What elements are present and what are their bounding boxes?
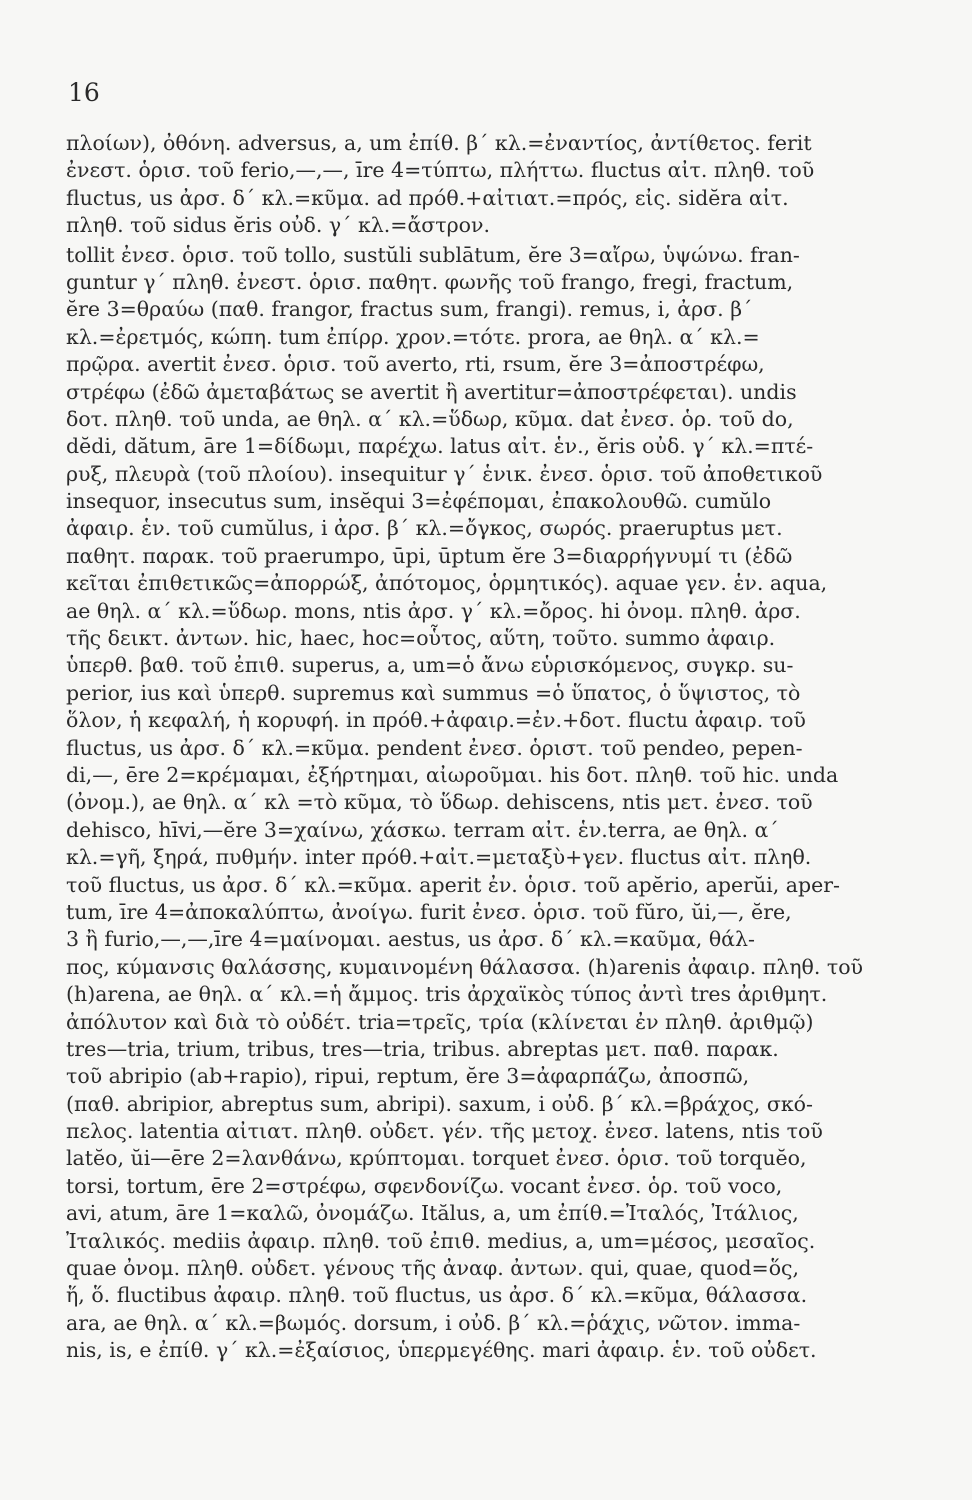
text-line: perior, ius καὶ ὑπερθ. supremus καὶ summus =ὁ ὕπατος, ὁ ὕψιστος, τὸ — [66, 680, 801, 705]
text-line: κεῖται ἐπιθετικῶς=ἀπορρώξ, ἀπότομος, ὁρμητικός). aquae γεν. ἑν. aqua, — [66, 571, 828, 596]
text-line: τῆς δεικτ. ἀντων. hic, haec, hoc=οὗτος, αὕτη, τοῦτο. summo ἀφαιρ. — [66, 626, 776, 651]
paragraph-2 — [66, 242, 966, 1365]
paragraph-1 — [66, 130, 966, 240]
text-line: tres—tria, trium, tribus, tres—tria, tribus. abreptas μετ. παθ. παρακ. — [66, 1036, 779, 1061]
text-line: ĕre 3=θραύω (παθ. frangor, fractus sum, frangi). remus, i, ἀρσ. β΄ — [66, 297, 753, 322]
text-line: πρῷρα. avertit ἐνεσ. ὁρισ. τοῦ averto, rti, rsum, ĕre 3=ἀποστρέφω, — [66, 352, 765, 377]
text-line: πελος. latentia αἰτιατ. πληθ. οὐδετ. γέν. τῆς μετοχ. ἐνεσ. latens, ntis τοῦ — [66, 1119, 823, 1144]
text-line: dehisco, hīvi,—ĕre 3=χαίνω, χάσκω. terram αἰτ. ἑν.terra, ae θηλ. α΄ — [66, 817, 779, 842]
text-line: latĕo, ŭi—ēre 2=λανθάνω, κρύπτομαι. torquet ἐνεσ. ὁρισ. τοῦ torquĕo, — [66, 1146, 807, 1171]
text-line: ara, ae θηλ. α΄ κλ.=βωμός. dorsum, i οὐδ. β΄ κλ.=ῥάχις, νῶτον. imma- — [66, 1310, 801, 1335]
text-line: ἥ, ὅ. fluctibus ἀφαιρ. πληθ. τοῦ fluctus, us ἀρσ. δ΄ κλ.=κῦμα, θάλασσα. — [66, 1283, 808, 1308]
text-line: τοῦ fluctus, us ἀρσ. δ΄ κλ.=κῦμα. aperit ἐν. ὁρισ. τοῦ apĕrio, aperŭi, aper- — [66, 872, 840, 897]
text-line: quae ὀνομ. πληθ. οὐδετ. γένους τῆς ἀναφ. ἀντων. qui, quae, quod=ὅς, — [66, 1256, 800, 1281]
text-line: δοτ. πληθ. τοῦ unda, ae θηλ. α΄ κλ.=ὕδωρ, κῦμα. dat ἐνεσ. ὁρ. τοῦ do, — [66, 406, 794, 431]
text-line: avi, atum, āre 1=καλῶ, ὀνομάζω. Itălus, a, um ἐπίθ.=Ἰταλός, Ἰτάλιος, — [66, 1201, 799, 1226]
text-line: torsi, tortum, ēre 2=στρέφω, σφενδονίζω. vocant ἐνεσ. ὁρ. τοῦ voco, — [66, 1173, 783, 1198]
text-line: (h)arena, ae θηλ. α΄ κλ.=ἡ ἄμμος. tris ἀρχαϊκὸς τύπος ἀντὶ tres ἀριθμητ. — [66, 982, 828, 1007]
text-line: κλ.=ἐρετμός, κώπη. tum ἐπίρρ. χρον.=τότε. prora, ae θηλ. α΄ κλ.= — [66, 324, 760, 349]
text-line: πος, κύμανσις θαλάσσης, κυμαινομένη θάλασσα. (h)arenis ἀφαιρ. πληθ. τοῦ — [66, 954, 864, 979]
text-line: fluctus, us ἀρσ. δ΄ κλ.=κῦμα. pendent ἐνεσ. ὁριστ. τοῦ pendeo, pepen- — [66, 735, 803, 760]
text-line: tollit ἐνεσ. ὁρισ. τοῦ tollo, sustŭli sublātum, ĕre 3=αἴρω, ὑψώνω. fran- — [66, 242, 800, 267]
text-line: fluctus, us ἀρσ. δ΄ κλ.=κῦμα. ad πρόθ.+αἰτιατ.=πρός, εἰς. sidĕra αἰτ. — [66, 185, 789, 210]
text-line: insequor, insecutus sum, insĕqui 3=ἐφέπομαι, ἐπακολουθῶ. cumŭlo — [66, 489, 772, 514]
page-number: 16 — [68, 78, 100, 107]
text-line: ρυξ, πλευρὰ (τοῦ πλοίου). insequitur γ΄ ἑνικ. ἐνεσ. ὁρισ. τοῦ ἀποθετικοῦ — [66, 461, 823, 486]
text-line: di,—, ēre 2=κρέμαμαι, ἐξήρτημαι, αἰωροῦμαι. his δοτ. πληθ. τοῦ hic. unda — [66, 762, 839, 787]
text-line: ἀφαιρ. ἑν. τοῦ cumŭlus, i ἀρσ. β΄ κλ.=ὄγκος, σωρός. praeruptus μετ. — [66, 516, 783, 541]
text-line: παθητ. παρακ. τοῦ praerumpo, ūpi, ūptum ĕre 3=διαρρήγνυμί τι (ἐδῶ — [66, 543, 793, 568]
text-line: ὅλον, ἡ κεφαλή, ἡ κορυφή. in πρόθ.+ἀφαιρ.=ἐν.+δοτ. fluctu ἀφαιρ. τοῦ — [66, 708, 806, 733]
text-line: Ἰταλικός. mediis ἀφαιρ. πληθ. τοῦ ἐπιθ. medius, a, um=μέσος, μεσαῖος. — [66, 1228, 816, 1253]
text-line: ἐνεστ. ὁρισ. τοῦ ferio,—,—, īre 4=τύπτω, πλήττω. fluctus αἰτ. πληθ. τοῦ — [66, 158, 815, 183]
text-line: guntur γ΄ πληθ. ἐνεστ. ὁρισ. παθητ. φωνῆς τοῦ frango, fregi, fractum, — [66, 269, 794, 294]
text-line: ae θηλ. α΄ κλ.=ὕδωρ. mons, ntis ἀρσ. γ΄ κλ.=ὄρος. hi ὀνομ. πληθ. ἀρσ. — [66, 598, 801, 623]
text-line: τοῦ abripio (ab+rapio), ripui, reptum, ĕre 3=ἀφαρπάζω, ἀποσπῶ, — [66, 1064, 750, 1089]
text-line: 3 ἢ furio,—,—,īre 4=μαίνομαι. aestus, us ἀρσ. δ΄ κλ.=καῦμα, θάλ- — [66, 927, 755, 952]
page-text — [66, 130, 966, 1365]
text-line: ὑπερθ. βαθ. τοῦ ἐπιθ. superus, a, um=ὁ ἄνω εὑρισκόμενος, συγκρ. su- — [66, 653, 794, 678]
text-line: nis, is, e ἐπίθ. γ΄ κλ.=ἐξαίσιος, ὑπερμεγέθης. mari ἀφαιρ. ἑν. τοῦ οὐδετ. — [66, 1338, 817, 1363]
text-line: ἀπόλυτον καὶ διὰ τὸ οὐδέτ. tria=τρεῖς, τρία (κλίνεται ἐν πληθ. ἀριθμῷ) — [66, 1009, 814, 1034]
text-line: πλοίων), ὀθόνη. adversus, a, um ἐπίθ. β΄ κλ.=ἐναντίος, ἀντίθετος. ferit — [66, 131, 812, 155]
text-line: στρέφω (ἐδῶ ἀμεταβάτως se avertit ἢ avertitur=ἀποστρέφεται). undis — [66, 379, 797, 404]
text-line: (ὀνομ.), ae θηλ. α΄ κλ =τὸ κῦμα, τὸ ὕδωρ. dehiscens, ntis μετ. ἐνεσ. τοῦ — [66, 790, 813, 815]
text-line: (παθ. abripior, abreptus sum, abripi). saxum, i οὐδ. β΄ κλ.=βράχος, σκό- — [66, 1091, 813, 1116]
text-line: κλ.=γῆ, ξηρά, πυθμήν. inter πρόθ.+αἰτ.=μεταξὺ+γεν. fluctus αἰτ. πληθ. — [66, 845, 812, 870]
text-line: πληθ. τοῦ sidus ĕris οὐδ. γ΄ κλ.=ἄστρον. — [66, 213, 490, 238]
text-line: tum, īre 4=ἀποκαλύπτω, ἀνοίγω. furit ἐνεσ. ὁρισ. τοῦ fŭro, ŭi,—, ĕre, — [66, 899, 792, 924]
text-line: dĕdi, dătum, āre 1=δίδωμι, παρέχω. latus αἰτ. ἑν., ĕris οὐδ. γ΄ κλ.=πτέ- — [66, 434, 814, 459]
